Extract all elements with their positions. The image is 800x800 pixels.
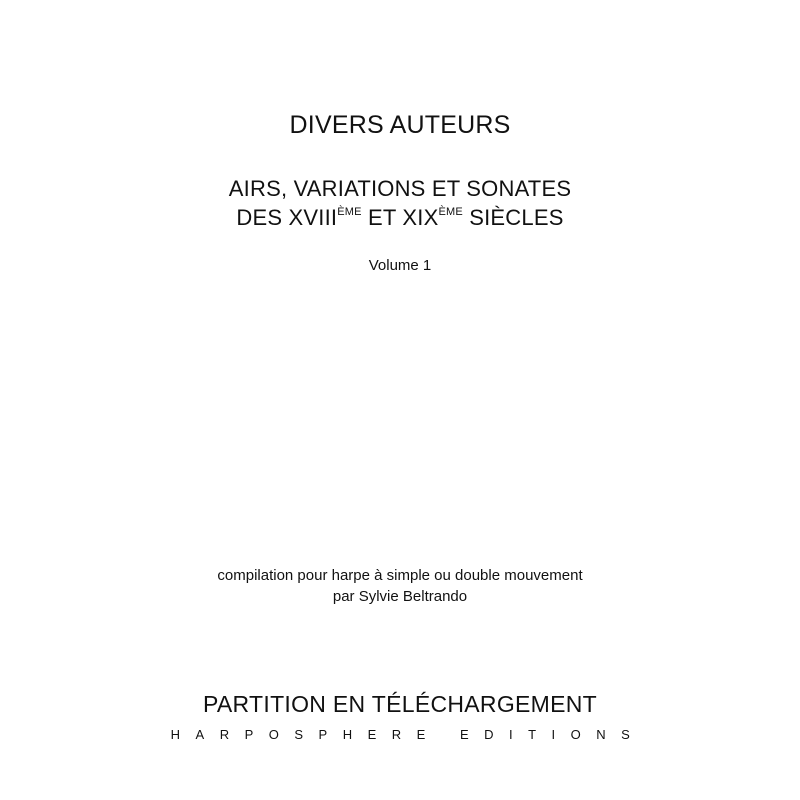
title-line-2-part2: ET XIX (361, 205, 439, 230)
author-heading: DIVERS AUTEURS (289, 111, 511, 139)
title-line-2-part3: SIÈCLES (462, 205, 564, 230)
title-line-2-part1: DES XVIII (236, 205, 338, 230)
title-line-2-superscript-1: ÈME (337, 206, 362, 218)
download-label: PARTITION EN TÉLÉCHARGEMENT (202, 691, 598, 717)
compilation-description: compilation pour harpe à simple ou double mouvement (217, 567, 583, 584)
publisher-name: HARPOSPHERE EDITIONS (170, 727, 646, 742)
title-line-2 (0, 204, 800, 232)
volume-label: Volume 1 (368, 257, 432, 274)
title-line-2-superscript-2: ÈME (438, 206, 463, 218)
title-line-1: AIRS, VARIATIONS ET SONATES (228, 176, 572, 201)
arranger-credit: par Sylvie Beltrando (332, 588, 468, 605)
